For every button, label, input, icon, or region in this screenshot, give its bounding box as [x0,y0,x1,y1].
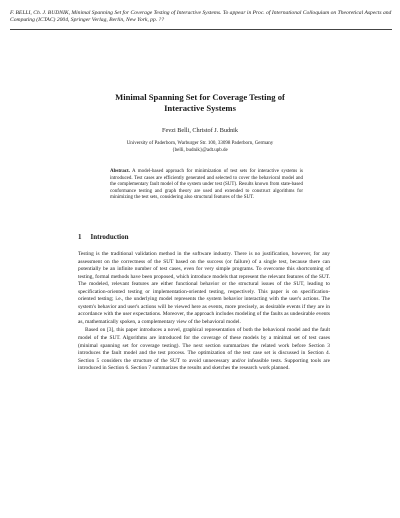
affiliation-address: University of Paderborn, Warburger Str. 100, 33098 Paderborn, Germany [126,141,274,146]
paragraph: Testing is the traditional validation method in the software industry. There is no justification, however, for any assessment on the correctness of the SUT based on the success (or failure) of a single test, because there can potentially be an infinite number of test cases, even for very simple programs. To overcome this shortcoming of testing, formal methods have been proposed, which introduce models that represent the relevant features of the SUT. The modeled, relevant features are either functional behavior or the structural issues of the SUT, leading to specification-oriented testing or implementation-oriented testing, respectively. This paper is on specification-oriented testing; i.e., the underlying model represents the system behavior interacting with the user's actions. The system's behavior and user's actions will be viewed here as events, more precisely, as desirable events if they are in accordance with the user expectations. Moreover, the approach includes modeling of the faults as undesirable events as, mathematically spoken, a complementary view of the behavioral model. [78,251,330,325]
section-heading [78,233,129,241]
authors: Fevzi Belli, Christof J. Budnik [162,127,238,134]
paragraph: Based on [3], this paper introduces a novel, graphical representation of both the behavioral model and the fault model of the SUT. Algorithms are introduced for the coverage of these models by a minimal set of test cases (minimal spanning set for coverage testing). The next section summarizes the related work before Section 3 introduces the fault model and the test process. The optimization of the test case set is discussed in Section 4. Section 5 considers the structure of the SUT to avoid unnecessary and/or infeasible tests. Supporting tools are introduced in Section 6. Section 7 summarizes the results and sketches the research work planned. [78,327,330,372]
abstract [110,169,303,202]
abstract-label: Abstract. [110,169,130,174]
paper-title [0,92,400,114]
section-title: Introduction [90,233,129,241]
section-number: 1 [78,233,82,241]
header-note: F. BELLI, Ch. J. BUDNIK, Minimal Spanning Set for Coverage Testing of Interactive Systems. To appear in Proc. of International Colloquium on Theoretical Aspects and Computing (ICTAC) 2004, Springer Verlag, Berlin, New York, pp. ?? [10,10,392,30]
affiliation [0,140,400,154]
abstract-text: A model-based approach for minimization of test sets for interactive systems is introduced. Test cases are efficiently generated and selected to cover the behavioral model and the complementary fault model of the system under test (SUT). Results known from state-based conformance testing and graph theory are used and extended to construct algorithms for minimizing the test sets, considering also structural features of the SUT. [110,169,304,201]
paper-title-line-1: Minimal Spanning Set for Coverage Testing of [115,92,285,102]
affiliation-email: {belli, budnik}@adt.upb.de [172,148,228,153]
body-text [78,251,330,373]
paper-title-line-2: Interactive Systems [164,103,236,113]
